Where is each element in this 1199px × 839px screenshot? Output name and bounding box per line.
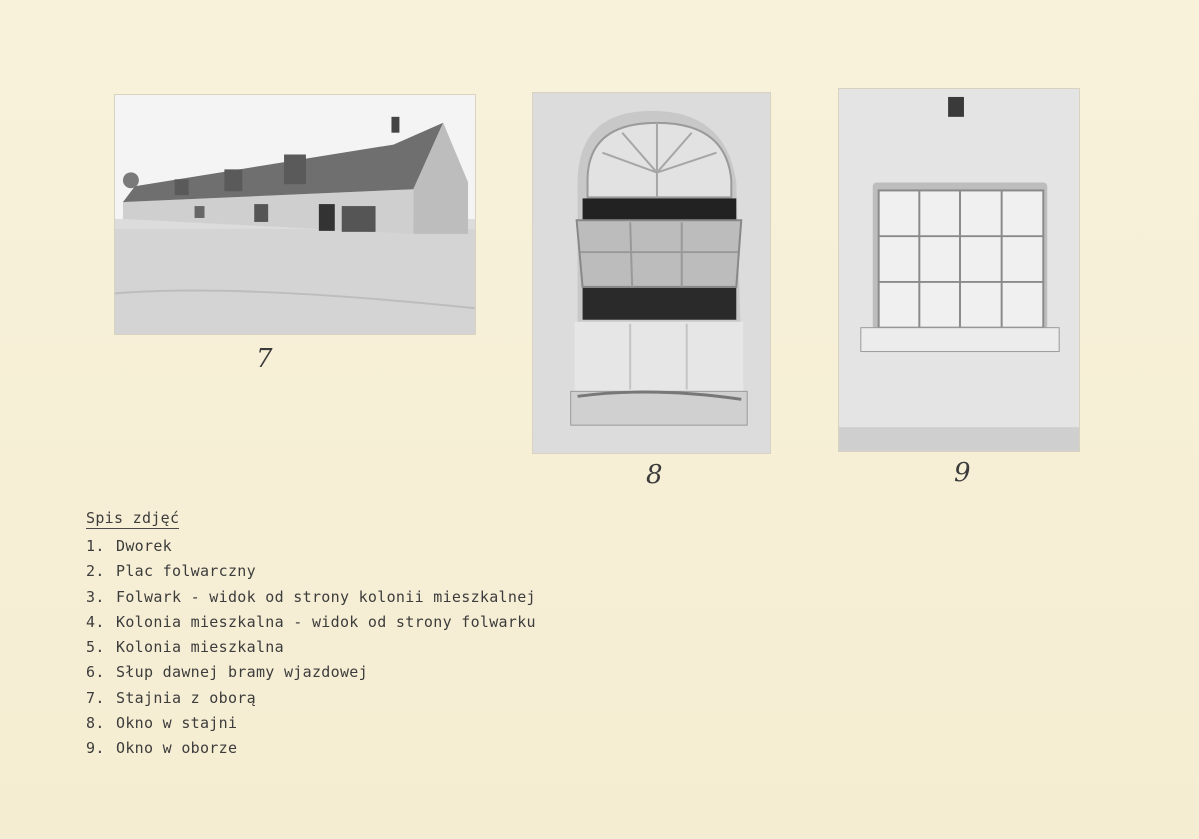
photo-stable-window <box>532 92 771 454</box>
photo-list <box>86 534 536 762</box>
list-item: 4. Kolonia mieszkalna - widok od strony folwarku <box>86 612 536 631</box>
list-item: 8. Okno w stajni <box>86 714 238 733</box>
list-item: 6. Słup dawnej bramy wjazdowej <box>86 663 368 682</box>
list-item: 2. Plac folwarczny <box>86 562 256 581</box>
photo-number-8: 8 <box>646 460 663 490</box>
photo-number-9: 9 <box>954 458 971 488</box>
list-item: 5. Kolonia mieszkalna <box>86 638 284 657</box>
photo-stable-building <box>114 94 476 335</box>
list-item: 9. Okno w oborze <box>86 739 238 758</box>
photo-number-7: 7 <box>256 344 273 374</box>
list-item: 3. Folwark - widok od strony kolonii mieszkalnej <box>86 587 536 606</box>
photo-cowshed-window <box>838 88 1080 452</box>
list-item: 1. Dworek <box>86 537 172 555</box>
list-heading: Spis zdjęć <box>86 509 180 527</box>
list-item: 7. Stajnia z oborą <box>86 688 256 707</box>
